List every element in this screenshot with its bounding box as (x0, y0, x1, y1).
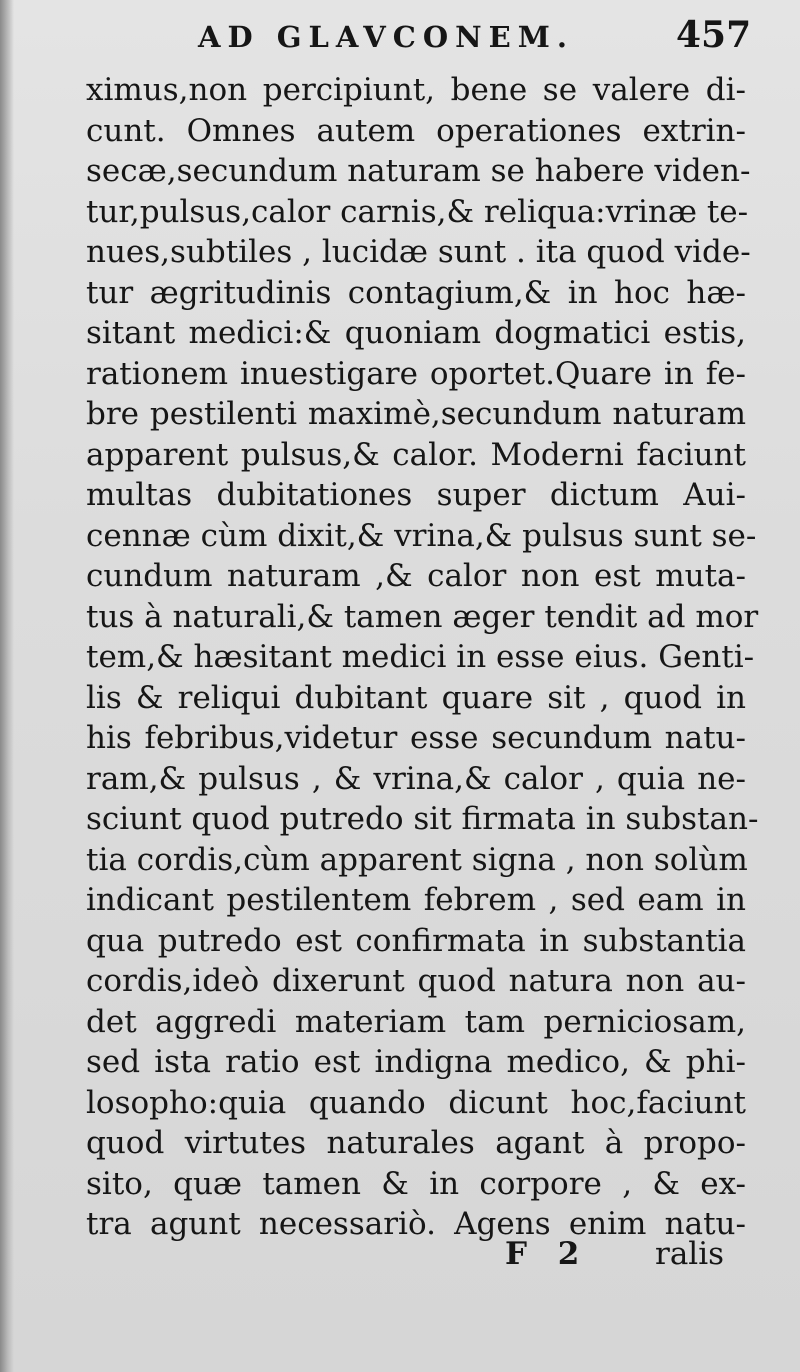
text-line: his febribus,videtur esse secundum natu- (86, 720, 746, 756)
text-line: tem,& hæsitant medici in esse eius. Genti- (86, 639, 755, 675)
text-line: cundum naturam ,& calor non est muta- (86, 558, 746, 594)
running-head (0, 14, 800, 62)
text-line: indicant pestilentem febrem , sed eam in (86, 882, 746, 918)
signature-mark: F 2 (505, 1236, 590, 1272)
page-footer (0, 1236, 800, 1276)
text-line: losopho:quia quando dicunt hoc,faciunt (86, 1084, 746, 1121)
text-line: cordis,ideò dixerunt quod natura non au- (86, 963, 746, 999)
catchword: ralis (655, 1236, 725, 1272)
text-line: tra agunt necessariò. Agens enim natu- (86, 1206, 746, 1242)
text-line: tia cordis,cùm apparent signa , non solùm (86, 841, 748, 878)
text-line: bre pestilenti maximè,secundum naturam (86, 396, 746, 432)
text-line: tur,pulsus,calor carnis,& reliqua:vrinæ te- (86, 193, 749, 230)
text-line: apparent pulsus,& calor. Moderni faciunt (86, 436, 746, 473)
body-text (86, 70, 759, 1245)
text-line: ram,& pulsus , & vrina,& calor , quia ne- (86, 760, 746, 797)
text-line: nues,subtiles , lucidæ sunt . ita quod vide- (86, 234, 751, 270)
text-line: det aggredi materiam tam perniciosam, (86, 1003, 746, 1040)
text-line: rationem inuestigare oportet.Quare in fe- (86, 355, 746, 392)
text-line: sitant medici:& quoniam dogmatici estis, (86, 315, 746, 351)
text-line: quod virtutes naturales agant à propo- (86, 1125, 746, 1161)
text-line: sciunt quod putredo sit firmata in substan- (86, 801, 759, 837)
text-line: sito, quæ tamen & in corpore , & ex- (86, 1165, 746, 1202)
page-gutter-shadow (0, 0, 14, 1372)
text-line: cennæ cùm dixit,& vrina,& pulsus sunt se- (86, 517, 757, 554)
text-line: qua putredo est confirmata in substantia (86, 922, 746, 959)
text-line: cunt. Omnes autem operationes extrin- (86, 112, 746, 149)
text-line: secæ,secundum naturam se habere viden- (86, 153, 751, 189)
page-number: 457 (676, 14, 752, 56)
text-line: lis & reliqui dubitant quare sit , quod in (86, 679, 746, 716)
text-line: sed ista ratio est indigna medico, & phi- (86, 1044, 746, 1080)
running-head-title: AD GLAVCONEM. (198, 20, 574, 54)
text-line: tus à naturali,& tamen æger tendit ad mor (86, 598, 759, 635)
text-line: tur ægritudinis contagium,& in hoc hæ- (86, 274, 746, 311)
text-line: ximus,non percipiunt, bene se valere di- (86, 72, 746, 108)
text-line: multas dubitationes super dictum Aui- (86, 477, 746, 513)
